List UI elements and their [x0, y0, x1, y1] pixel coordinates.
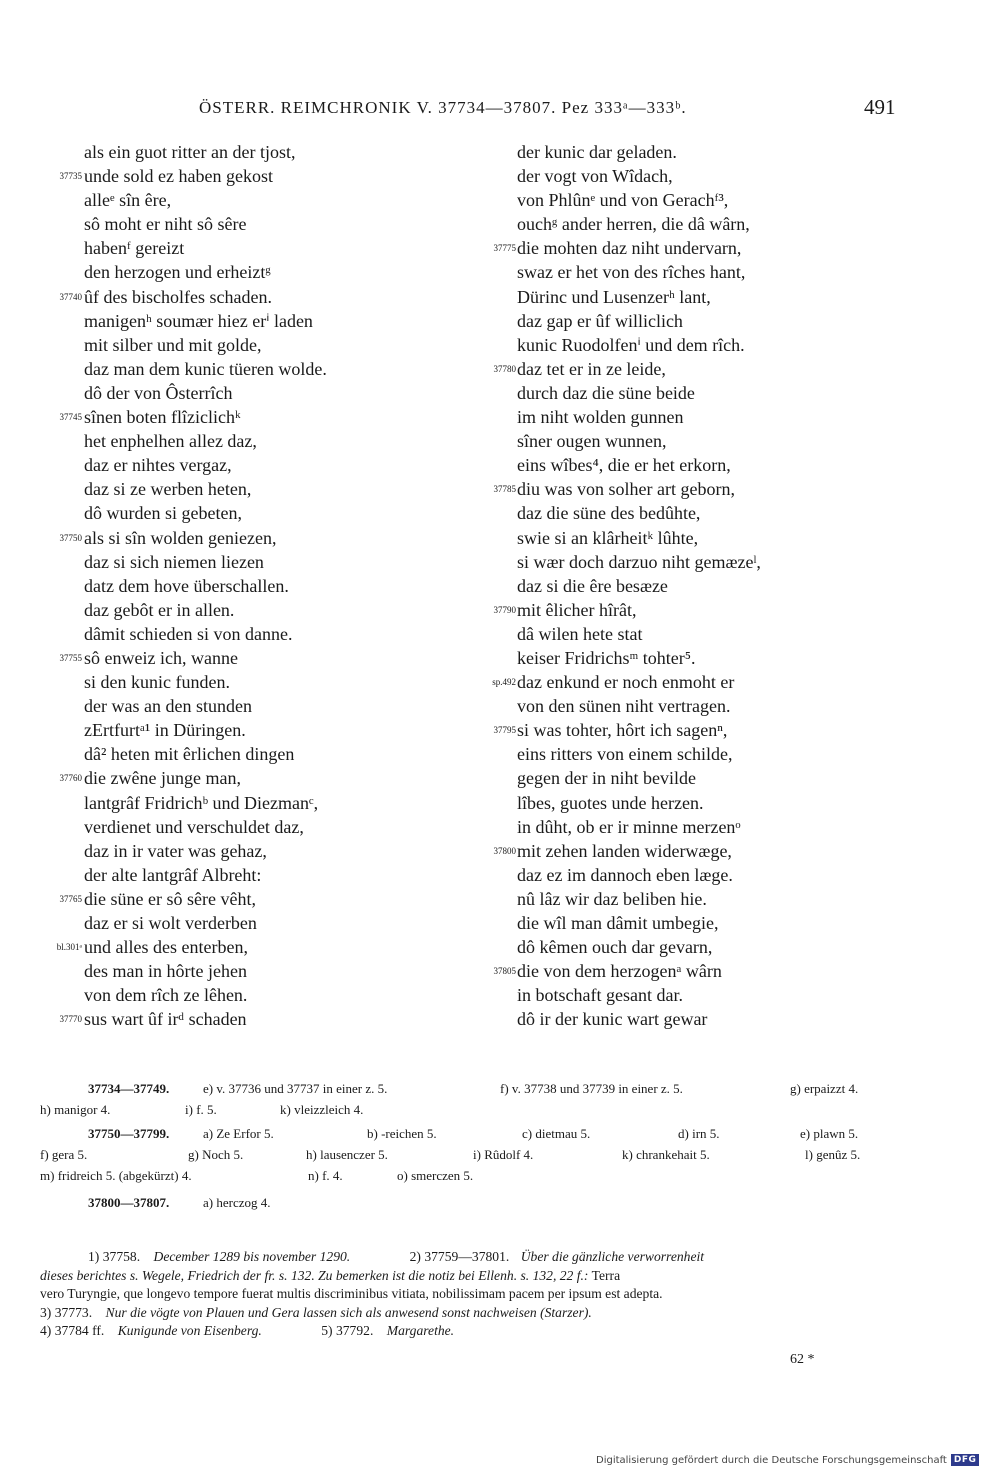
verse-line	[474, 140, 904, 164]
verse-line	[474, 839, 904, 863]
verse-line	[474, 285, 904, 309]
verse-text: si den kunic funden.	[84, 672, 230, 693]
footnote-text: Kunigunde von Eisenberg.	[117, 1323, 262, 1339]
verse-text: in dûht, ob er ir minne merzenᵒ	[517, 816, 741, 837]
dfg-notice	[596, 1452, 979, 1468]
verse-text: kunic Ruodolfenⁱ und dem rîch.	[517, 334, 745, 355]
verse-line	[36, 526, 476, 550]
verse-text: swaz er het von des rîches hant,	[517, 262, 746, 283]
apparatus-note: n) f. 4.	[308, 1168, 343, 1183]
verse-line	[36, 333, 476, 357]
verse-line	[474, 887, 904, 911]
footnote-text: Terra	[591, 1267, 621, 1283]
verse-line	[36, 694, 476, 718]
apparatus-note: b) -reichen 5.	[367, 1126, 437, 1141]
verse-line	[36, 164, 476, 188]
verse-text: het enphelhen allez daz,	[84, 431, 257, 452]
verse-text: sô enweiz ich, wanne	[84, 647, 238, 668]
verse-line	[36, 815, 476, 839]
verse-line	[36, 646, 476, 670]
verse-text: dâmit schieden si von danne.	[84, 623, 293, 644]
verse-text: unde sold ez haben gekost	[84, 166, 273, 187]
verse-line	[474, 381, 904, 405]
verse-text: daz enkund er noch enmoht er	[517, 672, 735, 693]
verse-text: der vogt von Wîdach,	[517, 166, 673, 187]
verse-text: dô kêmen ouch dar gevarn,	[517, 937, 713, 958]
line-number: 37790	[493, 604, 516, 615]
verse-text: daz in ir vater was gehaz,	[84, 840, 267, 861]
apparatus-note: k) chrankehait 5.	[622, 1147, 710, 1162]
apparatus-note: e) v. 37736 und 37737 in einer z. 5.	[203, 1081, 388, 1096]
verse-text: keiser Fridrichsᵐ tohter⁵.	[517, 647, 696, 668]
verse-line	[474, 477, 904, 501]
verse-text: datz dem hove überschallen.	[84, 575, 289, 596]
verse-line	[474, 646, 904, 670]
dfg-logo-icon: DFG	[951, 1454, 980, 1466]
footnote-number: 2) 37759—37801.	[409, 1249, 510, 1264]
verse-text: daz gebôt er in allen.	[84, 599, 235, 620]
verse-line	[36, 477, 476, 501]
verse-text: mit zehen landen widerwæge,	[517, 840, 732, 861]
verse-line	[36, 405, 476, 429]
verse-text: sîner ougen wunnen,	[517, 431, 667, 452]
footnote-number: 1) 37758.	[88, 1249, 141, 1264]
verse-line	[36, 839, 476, 863]
apparatus-note: f) v. 37738 und 37739 in einer z. 5.	[500, 1081, 683, 1096]
running-title: ÖSTERR. REIMCHRONIK V. 37734—37807. Pez 333ᵃ—333ᵇ.	[199, 98, 687, 117]
verse-line	[474, 911, 904, 935]
verse-line	[474, 188, 904, 212]
footnote-number: 3) 37773.	[40, 1304, 93, 1320]
left-verse-column	[36, 140, 476, 1031]
line-number: sp.492	[492, 677, 516, 688]
apparatus-note: o) smerczen 5.	[397, 1168, 474, 1183]
verse-text: sus wart ûf irᵈ schaden	[84, 1009, 247, 1030]
verse-line	[474, 791, 904, 815]
verse-line	[36, 188, 476, 212]
footnote-text: Nur die vögte von Plauen und Gera lassen sich als anwesend sonst nachweisen (Starzer).	[105, 1304, 592, 1320]
verse-line	[474, 983, 904, 1007]
line-number: 37780	[493, 363, 516, 374]
verse-line	[474, 574, 904, 598]
verse-text: die wîl man dâmit umbegie,	[517, 913, 719, 933]
footnote-text: December 1289 bis november 1290.	[153, 1249, 351, 1264]
apparatus-note: m) fridreich 5. (abgekürzt) 4.	[40, 1168, 192, 1183]
verse-line	[474, 333, 904, 357]
apparatus-note: i) f. 5.	[185, 1102, 217, 1117]
verse-text: gegen der in niht bevilde	[517, 768, 696, 789]
verse-line	[36, 791, 476, 815]
verse-line	[474, 694, 904, 718]
verse-text: daz ez im dannoch eben læge.	[517, 864, 733, 885]
verse-text: des man in hôrte jehen	[84, 961, 247, 982]
verse-text: dô wurden si gebeten,	[84, 503, 242, 524]
page-number: 491	[864, 95, 896, 119]
footnote-text: Über die gänzliche verworrenheit	[520, 1249, 705, 1264]
verse-line	[36, 983, 476, 1007]
verse-line	[36, 742, 476, 766]
verse-line	[36, 140, 476, 164]
line-number: 37795	[493, 725, 516, 736]
verse-text: den herzogen und erheiztᵍ	[84, 262, 271, 283]
verse-text: mit silber und mit golde,	[84, 334, 262, 355]
verse-line	[474, 718, 904, 742]
footnote-text: Margarethe.	[386, 1323, 455, 1339]
verse-text: dô ir der kunic wart gewar	[517, 1009, 708, 1030]
verse-text: der alte lantgrâf Albreht:	[84, 864, 262, 885]
verse-line	[474, 236, 904, 260]
verse-text: von dem rîch ze lêhen.	[84, 985, 248, 1006]
verse-text: manigenʰ soumær hiez erⁱ laden	[84, 310, 313, 331]
verse-line	[36, 285, 476, 309]
verse-text: daz tet er in ze leide,	[517, 358, 666, 379]
signature-mark: 62 *	[790, 1352, 815, 1367]
verse-line	[474, 815, 904, 839]
verse-text: die mohten daz niht undervarn,	[517, 238, 742, 259]
verse-text: die von dem herzogenᵃ wârn	[517, 961, 722, 982]
verse-text: im niht wolden gunnen	[517, 407, 684, 428]
verse-text: swie si an klârheitᵏ lûhte,	[517, 527, 699, 548]
verse-line	[474, 598, 904, 622]
verse-text: als si sîn wolden geniezen,	[84, 527, 277, 548]
verse-text: der was an den stunden	[84, 696, 252, 717]
verse-text: zErtfurtᵃ¹ in Düringen.	[84, 720, 246, 741]
verse-line	[36, 959, 476, 983]
verse-text: in botschaft gesant dar.	[517, 985, 683, 1006]
line-number: 37800	[493, 845, 516, 856]
verse-text: si was tohter, hôrt ich sagenⁿ,	[517, 720, 728, 741]
line-number: 37750	[59, 532, 82, 543]
apparatus-note: g) erpaizzt 4.	[790, 1081, 859, 1096]
verse-line	[36, 453, 476, 477]
apparatus-note: g) Noch 5.	[188, 1147, 244, 1162]
apparatus-note: a) Ze Erfor 5.	[203, 1126, 274, 1141]
verse-line	[474, 501, 904, 525]
line-number: 37760	[59, 773, 82, 784]
apparatus-note: c) dietmau 5.	[522, 1126, 591, 1141]
running-header	[0, 95, 1000, 125]
verse-line	[474, 766, 904, 790]
verse-line	[36, 718, 476, 742]
apparatus-note: f) gera 5.	[40, 1147, 88, 1162]
verse-line	[474, 357, 904, 381]
verse-text: lîbes, guotes unde herzen.	[517, 792, 704, 813]
footnote-text: dieses berichtes s. Wegele, Friedrich der fr. s. 132. Zu bemerken ist die notiz bei Ellenh. s. 132, 22 f.:	[40, 1267, 589, 1283]
verse-text: eins ritters von einem schilde,	[517, 744, 733, 765]
verse-text: daz gap er ûf williclich	[517, 310, 683, 331]
verse-text: daz si die êre besæze	[517, 575, 668, 596]
line-number: 37740	[59, 291, 82, 302]
verse-text: dâ² heten mit êrlichen dingen	[84, 744, 295, 765]
apparatus-note: d) irn 5.	[678, 1126, 720, 1141]
line-number: 37785	[493, 484, 516, 495]
apparatus-note: i) Rûdolf 4.	[473, 1147, 534, 1162]
footnote-text: vero Turyngie, que longevo tempore fuerat multis discriminibus vitiata, nobilissimam pacem per ipsum est adepta.	[40, 1286, 663, 1302]
verse-text: sînen boten flîziclichᵏ	[84, 407, 241, 428]
verse-line	[474, 260, 904, 284]
verse-line	[36, 309, 476, 333]
verse-text: si wær doch darzuo niht gemæzeˡ,	[517, 551, 761, 572]
verse-line	[474, 935, 904, 959]
verse-text: als ein guot ritter an der tjost,	[84, 142, 296, 162]
apparatus-note: e) plawn 5.	[800, 1126, 859, 1141]
verse-text: von Phlûnᵉ und von Gerachᶠ³,	[517, 190, 729, 211]
verse-line	[36, 212, 476, 236]
verse-text: alleᵉ sîn êre,	[84, 190, 172, 211]
verse-line	[36, 598, 476, 622]
apparatus-note: h) lausenczer 5.	[306, 1147, 388, 1162]
verse-text: daz man dem kunic tüeren wolde.	[84, 358, 327, 379]
verse-text: von den sünen niht vertragen.	[517, 696, 731, 717]
verse-line	[474, 1007, 904, 1031]
verse-line	[474, 863, 904, 887]
verse-text: dâ wilen hete stat	[517, 623, 643, 644]
verse-text: durch daz die süne beide	[517, 382, 695, 403]
verse-line	[36, 911, 476, 935]
verse-text: lantgrâf Fridrichᵇ und Diezmanᶜ,	[84, 792, 319, 813]
apparatus-block-head: 37734—37749.	[88, 1081, 170, 1096]
verse-line	[474, 405, 904, 429]
verse-text: und alles des enterben,	[84, 937, 248, 958]
verse-line	[36, 670, 476, 694]
apparatus-note: a) herczog 4.	[203, 1195, 271, 1210]
verse-line	[474, 429, 904, 453]
verse-line	[36, 381, 476, 405]
line-number: 37805	[493, 966, 516, 977]
verse-line	[474, 742, 904, 766]
verse-line	[474, 309, 904, 333]
right-verse-column	[474, 140, 904, 1031]
critical-apparatus	[40, 1078, 890, 1213]
footnote-number: 5) 37792.	[321, 1323, 374, 1339]
verse-text: daz die süne des bedûhte,	[517, 503, 701, 524]
verse-text: habenᶠ gereizt	[84, 238, 185, 259]
verse-text: Dürinc und Lusenzerʰ lant,	[517, 286, 711, 307]
line-number: 37775	[493, 243, 516, 254]
line-number: 37755	[59, 652, 82, 663]
verse-line	[36, 501, 476, 525]
apparatus-block-head: 37750—37799.	[88, 1126, 170, 1141]
line-number: bl.301ᵃ	[56, 942, 82, 953]
verse-text: dô der von Ôsterrîch	[84, 382, 233, 403]
verse-line	[36, 622, 476, 646]
verse-text: ûf des bischolfes schaden.	[84, 286, 272, 307]
verse-text: der kunic dar geladen.	[517, 142, 677, 162]
line-number: 37765	[59, 893, 82, 904]
verse-line	[36, 766, 476, 790]
footnote-number: 4) 37784 ff.	[40, 1323, 105, 1339]
line-number: 37770	[59, 1014, 82, 1025]
verse-text: verdienet und verschuldet daz,	[84, 816, 304, 837]
verse-line	[36, 357, 476, 381]
verse-line	[474, 670, 904, 694]
verse-line	[474, 164, 904, 188]
verse-text: ouchᵍ ander herren, die dâ wârn,	[517, 214, 750, 235]
verse-line	[36, 887, 476, 911]
verse-text: daz er si wolt verderben	[84, 913, 257, 933]
verse-text: mit êlicher hîrât,	[517, 599, 637, 620]
line-number: 37735	[59, 171, 82, 182]
verse-text: eins wîbes⁴, die er het erkorn,	[517, 455, 731, 476]
footnotes	[40, 1248, 890, 1341]
dfg-notice-text: Digitalisierung gefördert durch die Deutsche Forschungsgemeinschaft	[596, 1454, 947, 1466]
verse-line	[36, 260, 476, 284]
verse-line	[36, 863, 476, 887]
verse-line	[474, 212, 904, 236]
verse-line	[474, 622, 904, 646]
apparatus-note: h) manigor 4.	[40, 1102, 111, 1117]
apparatus-note: k) vleizzleich 4.	[280, 1102, 364, 1117]
verse-line	[36, 429, 476, 453]
verse-text: daz er nihtes vergaz,	[84, 455, 232, 476]
verse-line	[474, 959, 904, 983]
verse-text: daz si ze werben heten,	[84, 479, 252, 500]
verse-text: sô moht er niht sô sêre	[84, 214, 247, 235]
verse-line	[36, 935, 476, 959]
verse-line	[36, 574, 476, 598]
verse-line	[474, 550, 904, 574]
verse-line	[36, 1007, 476, 1031]
apparatus-note: l) genûz 5.	[805, 1147, 861, 1162]
verse-text: nû lâz wir daz beliben hie.	[517, 888, 707, 909]
verse-line	[36, 550, 476, 574]
verse-line	[474, 453, 904, 477]
apparatus-block-head: 37800—37807.	[88, 1195, 170, 1210]
verse-line	[474, 526, 904, 550]
verse-text: die zwêne junge man,	[84, 768, 241, 789]
verse-line	[36, 236, 476, 260]
line-number: 37745	[59, 412, 82, 423]
verse-text: die süne er sô sêre vêht,	[84, 888, 256, 909]
verse-text: diu was von solher art geborn,	[517, 479, 735, 500]
verse-text: daz si sich niemen liezen	[84, 551, 264, 572]
